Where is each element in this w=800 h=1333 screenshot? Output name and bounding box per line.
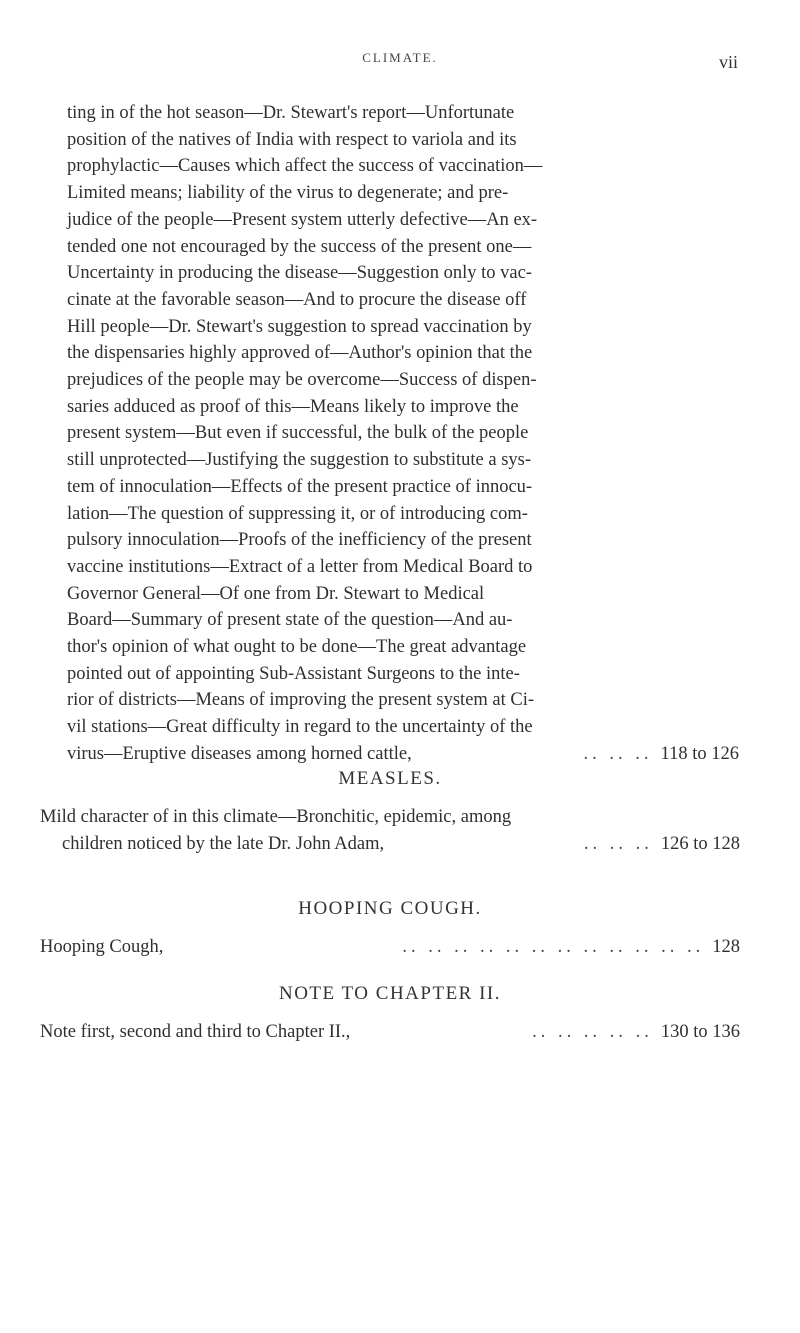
entry-line: cinate at the favorable season—And to procure the disease off	[67, 289, 527, 310]
entry-line: Uncertainty in producing the disease—Suggestion only to vac-	[67, 263, 532, 284]
page-range: 128	[712, 937, 740, 957]
entry-line: saries adduced as proof of this—Means likely to improve the	[67, 396, 519, 417]
entry-line-text: Hooping Cough,	[40, 937, 164, 957]
section-heading-note: NOTE TO CHAPTER II.	[278, 983, 502, 1004]
entry-line: still unprotected—Justifying the suggestion to substitute a sys-	[67, 450, 532, 471]
entry-line: thor's opinion of what ought to be done—The great advantage	[67, 637, 527, 658]
section-heading-hooping-cough: HOOPING COUGH.	[298, 898, 482, 919]
climate-contents-entry	[67, 100, 739, 768]
leader-dots: .. .. ..	[583, 834, 653, 854]
page-range: 118 to 126	[660, 743, 739, 764]
entry-line: Mild character of in this climate—Bronchitic, epidemic, among	[40, 807, 512, 827]
entry-line: judice of the people—Present system utterly defective—An ex-	[67, 209, 538, 230]
entry-line: pulsory innoculation—Proofs of the inefficiency of the present	[67, 530, 532, 551]
leader-dots: .. .. .. .. ..	[532, 1022, 653, 1042]
entry-line: tem of innoculation—Effects of the present practice of innocu-	[67, 476, 533, 497]
entry-final-line	[40, 831, 740, 858]
entry-final-line	[40, 934, 740, 961]
entry-line: Limited means; liability of the virus to degenerate; and pre-	[67, 183, 509, 204]
leader-dots: .. .. ..	[583, 743, 653, 764]
entry-line: Governor General—Of one from Dr. Stewart to Medical	[67, 583, 485, 604]
entry-line: prejudices of the people may be overcome—Success of dispen-	[67, 370, 537, 391]
leader-dots: .. .. .. .. .. .. .. .. .. .. .. ..	[402, 937, 705, 957]
entry-line: vil stations—Great difficulty in regard to the uncertainty of the	[67, 717, 533, 738]
page-range: 126 to 128	[660, 834, 740, 854]
running-title: CLIMATE.	[362, 50, 438, 65]
entry-line-text: Note first, second and third to Chapter II.,	[40, 1022, 351, 1042]
entry-line: tended one not encouraged by the success of the present one—	[67, 236, 532, 257]
section-heading-measles: MEASLES.	[338, 768, 442, 789]
entry-line: position of the natives of India with respect to variola and its	[67, 129, 517, 150]
entry-line: pointed out of appointing Sub-Assistant Surgeons to the inte-	[67, 663, 520, 684]
note-section	[40, 980, 740, 1046]
entry-line: the dispensaries highly approved of—Author's opinion that the	[67, 343, 533, 364]
hooping-cough-section	[40, 895, 740, 961]
entry-line: Board—Summary of present state of the question—And au-	[67, 610, 513, 631]
entry-final-line	[67, 741, 739, 768]
entry-line-text: virus—Eruptive diseases among horned cattle,	[67, 743, 412, 764]
entry-line: rior of districts—Means of improving the present system at Ci-	[67, 690, 535, 711]
entry-line: vaccine institutions—Extract of a letter from Medical Board to	[67, 556, 533, 577]
page-number: vii	[718, 52, 738, 72]
page-range: 130 to 136	[660, 1022, 740, 1042]
entry-line: lation—The question of suppressing it, or of introducing com-	[67, 503, 528, 524]
entry-line: ting in of the hot season—Dr. Stewart's report—Unfortunate	[67, 103, 515, 123]
entry-final-line	[40, 1019, 740, 1046]
entry-line: Hill people—Dr. Stewart's suggestion to spread vaccination by	[67, 316, 532, 337]
measles-section	[40, 765, 740, 858]
entry-line: prophylactic—Causes which affect the success of vaccination—	[67, 156, 543, 177]
entry-line-text: children noticed by the late Dr. John Adam,	[62, 834, 385, 854]
entry-line: present system—But even if successful, the bulk of the people	[67, 423, 529, 444]
